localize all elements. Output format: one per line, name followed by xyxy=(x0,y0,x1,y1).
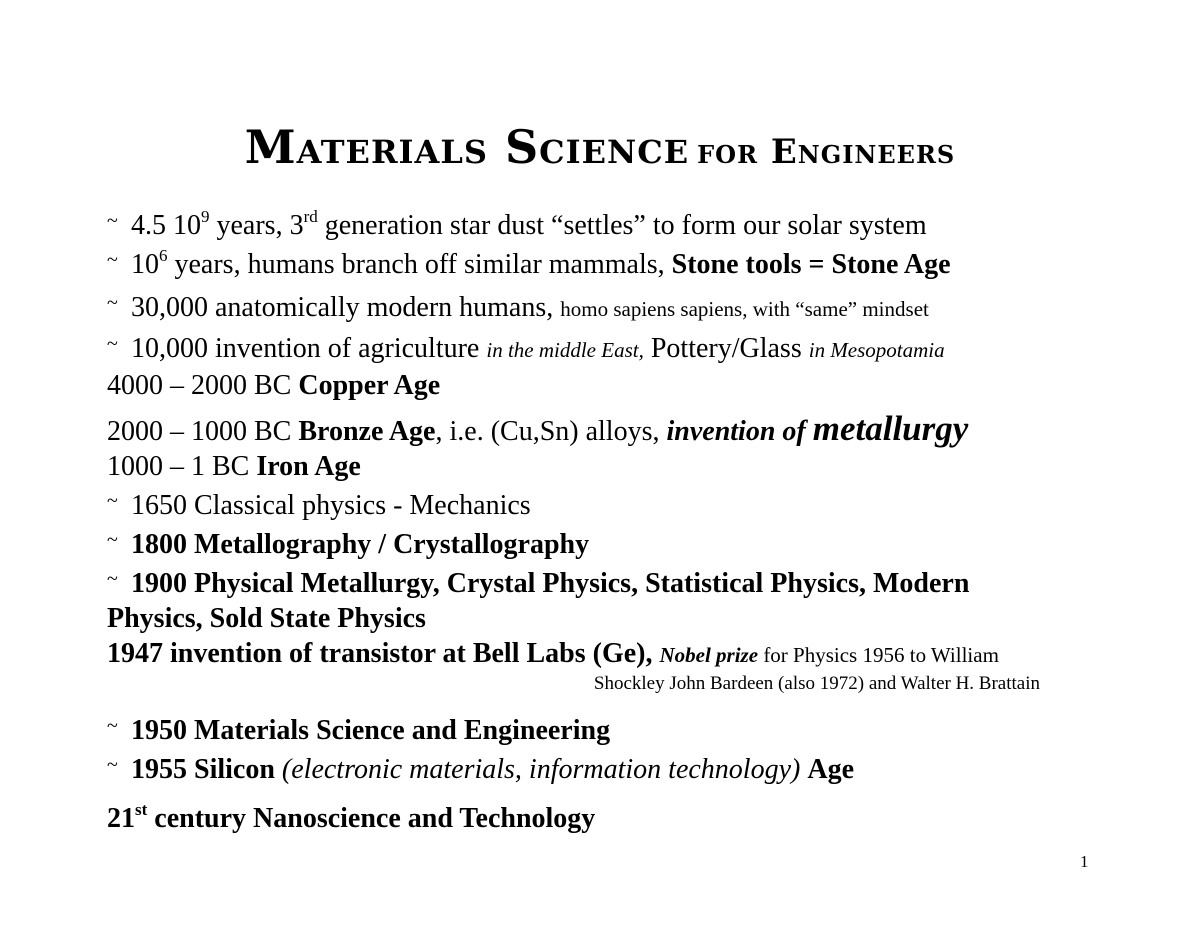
item-bold-italic: Nobel prize xyxy=(659,643,759,667)
tilde-bullet: ~ xyxy=(107,715,118,737)
timeline-item-materials-science xyxy=(107,709,1107,748)
item-text: Pottery/Glass xyxy=(643,333,809,364)
item-emphasis: 1955 Silicon xyxy=(131,754,275,785)
timeline-item-classical-physics xyxy=(107,484,1107,523)
tilde-bullet: ~ xyxy=(107,249,118,271)
item-emphasis: Physics, Sold State Physics xyxy=(107,603,426,634)
tilde-bullet: ~ xyxy=(107,529,118,551)
item-emphasis: 1800 Metallography / Crystallography xyxy=(131,529,590,560)
timeline-item-physical-metallurgy-cont xyxy=(107,601,1107,636)
item-emphasis: Copper Age xyxy=(298,370,441,401)
item-text: 1000 – 1 BC xyxy=(107,451,257,482)
timeline-item-modern-humans xyxy=(107,286,1107,327)
item-italic: (electronic materials, information technology) xyxy=(281,754,801,785)
page-title xyxy=(0,120,1200,174)
item-text: 10,000 invention of agriculture xyxy=(131,333,487,364)
item-text: years, humans branch off similar mammals, xyxy=(167,249,672,280)
item-text: 21 xyxy=(107,803,135,834)
item-emphasis: Iron Age xyxy=(256,451,361,482)
title-main: Materials Science xyxy=(244,120,690,174)
tilde-bullet: ~ xyxy=(107,210,118,232)
timeline-item-bronze-age xyxy=(107,411,1107,449)
item-text: 4000 – 2000 BC xyxy=(107,370,299,401)
timeline-item-agriculture xyxy=(107,327,1107,368)
timeline-item-metallography xyxy=(107,523,1107,562)
timeline-item-transistor xyxy=(107,636,1107,673)
item-italic: in Mesopotamia xyxy=(808,338,945,362)
item-highlight: metallurgy xyxy=(812,409,969,448)
tilde-bullet: ~ xyxy=(107,568,118,590)
item-text: generation star dust “settles” to form our solar system xyxy=(317,210,927,241)
item-note: for Physics 1956 to William xyxy=(758,643,999,667)
tilde-bullet: ~ xyxy=(107,490,118,512)
tilde-bullet: ~ xyxy=(107,754,118,776)
timeline-item-nanoscience xyxy=(107,801,1107,836)
timeline-item-star-dust xyxy=(107,204,1107,243)
item-text: , i.e. (Cu,Sn) alloys, xyxy=(435,416,667,447)
item-emphasis: 1947 invention of transistor at Bell Labs (Ge), xyxy=(107,638,653,669)
item-emphasis: 1900 Physical Metallurgy, Crystal Physics, Statistical Physics, Modern xyxy=(131,568,970,599)
item-text: century Nanoscience and Technology xyxy=(147,803,596,834)
item-text: years, 3 xyxy=(209,210,304,241)
item-emphasis: Age xyxy=(807,754,854,785)
tilde-bullet: ~ xyxy=(107,333,118,355)
superscript: rd xyxy=(303,207,318,226)
timeline-list xyxy=(107,204,1107,836)
item-emphasis: 1950 Materials Science and Engineering xyxy=(131,715,611,746)
transistor-note: Shockley John Bardeen (also 1972) and Walter H. Brattain xyxy=(593,673,1040,694)
timeline-item-silicon-age xyxy=(107,748,1107,787)
item-note: homo sapiens sapiens, with “same” mindset xyxy=(560,297,929,321)
page-number: 1 xyxy=(1080,852,1089,871)
timeline-item-physical-metallurgy xyxy=(107,562,1107,601)
superscript: st xyxy=(135,800,148,819)
item-text: 1650 Classical physics - Mechanics xyxy=(131,490,531,521)
title-sub: for Engineers xyxy=(697,132,956,172)
item-emphasis: Stone tools = Stone Age xyxy=(671,249,951,280)
timeline-item-copper-age xyxy=(107,368,1107,403)
item-text: 30,000 anatomically modern humans, xyxy=(131,292,561,323)
item-italic: in the middle East, xyxy=(486,338,644,362)
superscript: 6 xyxy=(159,246,168,265)
item-bold-italic: invention of xyxy=(666,416,813,447)
item-emphasis: Bronze Age xyxy=(298,416,436,447)
item-text: 4.5 10 xyxy=(131,210,201,241)
item-text: 2000 – 1000 BC xyxy=(107,416,299,447)
tilde-bullet: ~ xyxy=(107,292,118,314)
superscript: 9 xyxy=(201,207,210,226)
timeline-item-iron-age xyxy=(107,449,1107,484)
timeline-item-stone-age xyxy=(107,243,1107,282)
item-text: 10 xyxy=(131,249,159,280)
